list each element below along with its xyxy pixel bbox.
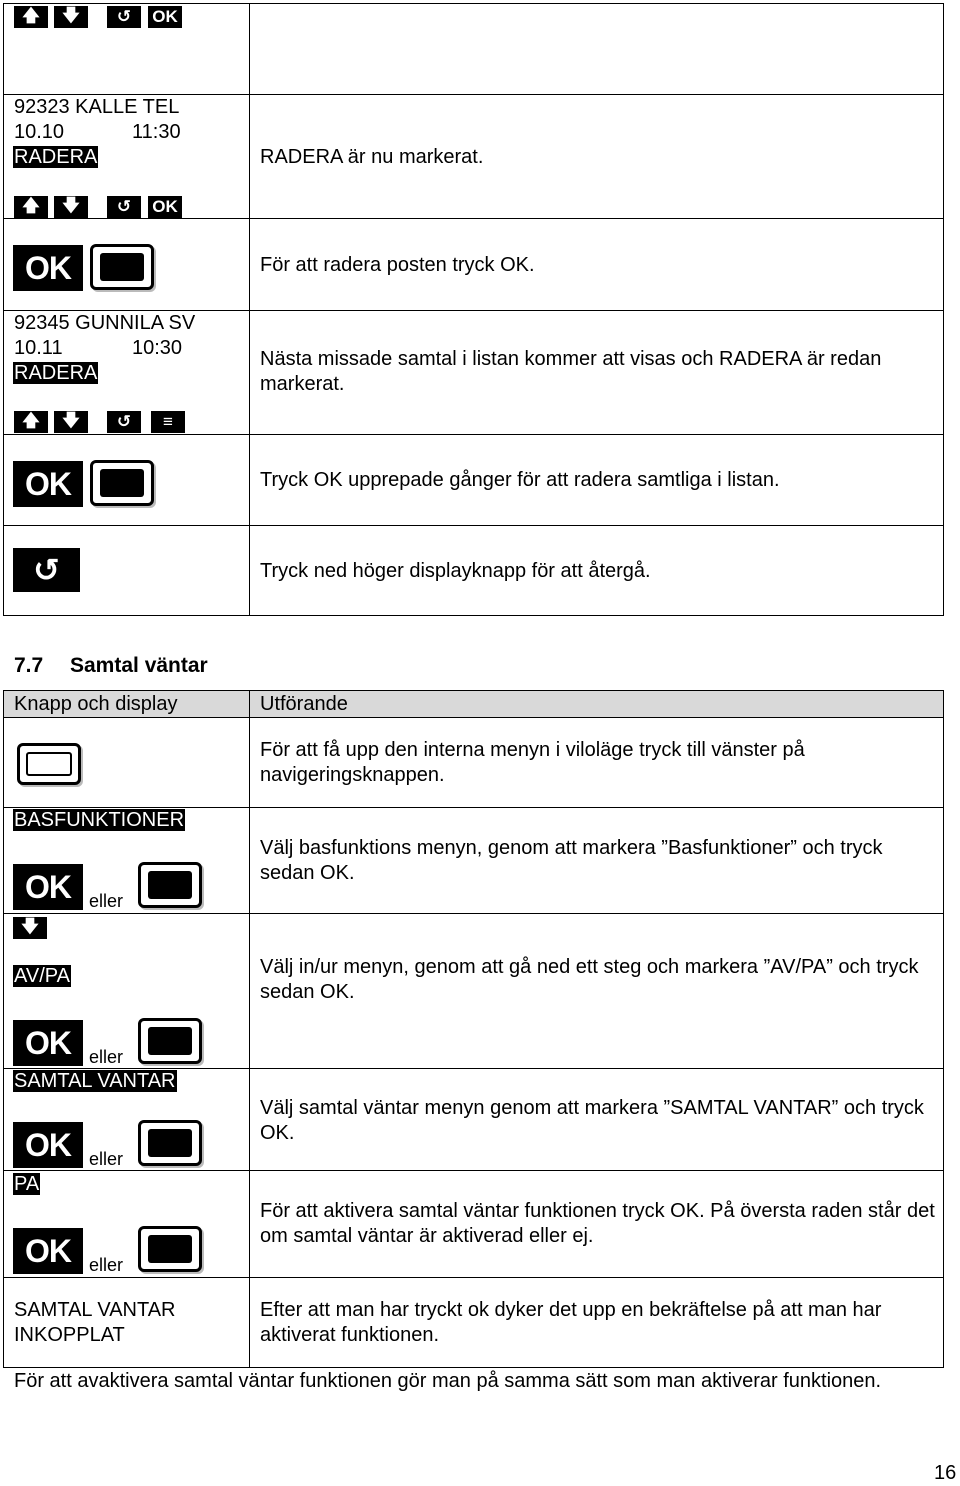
down-arrow-key[interactable] — [54, 411, 88, 433]
back-key[interactable] — [107, 6, 141, 28]
up-arrow-icon: 🡅 — [22, 5, 40, 25]
entry-name: 92323 KALLE TEL — [14, 96, 180, 118]
column-header-procedure: Utförande — [260, 693, 348, 715]
back-icon: ↺ — [33, 552, 60, 588]
or-label: eller — [89, 891, 124, 911]
confirmation-display-line1: SAMTAL VANTAR — [14, 1299, 176, 1321]
section-title: Samtal väntar — [70, 654, 208, 677]
back-button[interactable] — [13, 548, 80, 592]
back-key[interactable] — [107, 411, 141, 433]
down-arrow-icon: 🡇 — [62, 195, 80, 215]
or-label: eller — [89, 1255, 124, 1275]
ok-label: OK — [25, 868, 71, 905]
instruction-text: För att radera posten tryck OK. — [260, 254, 535, 276]
ok-label: OK — [25, 1232, 71, 1269]
display-key-icon[interactable] — [90, 460, 154, 506]
up-arrow-icon: 🡅 — [22, 410, 40, 430]
entry-time: 10:30 — [132, 337, 183, 359]
down-arrow-key[interactable] — [54, 6, 88, 28]
up-arrow-key[interactable] — [14, 196, 48, 218]
display-key-icon[interactable] — [138, 862, 202, 908]
or-label: eller — [89, 1149, 124, 1169]
section-number: 7.7 — [14, 654, 44, 677]
ok-label: OK — [25, 1024, 71, 1061]
menu-icon: ≡ — [163, 412, 173, 431]
selected-option: RADERA — [14, 146, 98, 168]
back-icon: ↺ — [116, 7, 132, 26]
menu-softkey[interactable] — [151, 411, 185, 433]
down-arrow-key[interactable] — [54, 196, 88, 218]
ok-label: OK — [152, 7, 178, 26]
display-menu-label: SAMTAL VANTAR — [14, 1070, 176, 1092]
back-icon: ↺ — [116, 197, 132, 216]
display-menu-label: BASFUNKTIONER — [14, 809, 185, 831]
instruction-text: Nästa missade samtal i listan kommer att visas och RADERA är redan markerat. — [260, 348, 882, 395]
down-arrow-icon: 🡇 — [62, 410, 80, 430]
display-key-icon[interactable] — [90, 244, 154, 290]
display-key-icon[interactable] — [138, 1226, 202, 1272]
down-arrow-icon: 🡇 — [62, 5, 80, 25]
selected-option: RADERA — [14, 362, 98, 384]
entry-date: 10.10 — [14, 121, 65, 143]
ok-softkey[interactable] — [148, 6, 182, 28]
instruction-text: Tryck ned höger displayknapp för att återgå. — [260, 560, 651, 582]
ok-button[interactable] — [13, 864, 83, 910]
entry-time: 11:30 — [132, 121, 181, 143]
down-arrow-key[interactable] — [13, 917, 47, 939]
ok-button[interactable] — [13, 1228, 83, 1274]
display-key-icon[interactable] — [138, 1018, 202, 1064]
entry-name: 92345 GUNNILA SV — [14, 312, 196, 334]
back-icon: ↺ — [116, 412, 132, 431]
page-number: 16 — [934, 1462, 957, 1484]
ok-button[interactable] — [13, 1020, 83, 1066]
instruction-text: För att aktivera samtal väntar funktionen tryck OK. På översta raden står det om samtal väntar är aktiverad eller ej. — [260, 1200, 935, 1247]
instruction-text: Välj basfunktions menyn, genom att markera ”Basfunktioner” och tryck sedan OK. — [260, 837, 883, 884]
ok-label: OK — [25, 249, 71, 286]
back-key[interactable] — [107, 196, 141, 218]
up-arrow-icon: 🡅 — [22, 195, 40, 215]
instruction-text: Välj in/ur menyn, genom att gå ned ett steg och markera ”AV/PA” och tryck sedan OK. — [260, 956, 919, 1003]
down-arrow-icon: 🡇 — [21, 916, 39, 936]
ok-button[interactable] — [13, 1122, 83, 1168]
up-arrow-key[interactable] — [14, 411, 48, 433]
entry-date: 10.11 — [14, 337, 63, 359]
confirmation-display-line2: INKOPPLAT — [14, 1324, 125, 1346]
ok-button[interactable] — [13, 245, 83, 291]
display-key-icon[interactable] — [138, 1120, 202, 1166]
or-label: eller — [89, 1047, 124, 1067]
instruction-text: RADERA är nu markerat. — [260, 146, 484, 168]
display-menu-label: PA — [14, 1173, 40, 1195]
ok-label: OK — [25, 465, 71, 502]
column-header-keys: Knapp och display — [14, 693, 178, 715]
ok-softkey[interactable] — [148, 196, 182, 218]
instruction-text: För att få upp den interna menyn i viloläge tryck till vänster på navigeringsknappen. — [260, 739, 805, 786]
instruction-text: Tryck OK upprepade gånger för att radera samtliga i listan. — [260, 469, 780, 491]
instruction-text: Efter att man har tryckt ok dyker det upp en bekräftelse på att man har aktiverat funktionen. — [260, 1299, 882, 1346]
display-menu-label: AV/PA — [14, 965, 70, 987]
instruction-text: Välj samtal väntar menyn genom att markera ”SAMTAL VANTAR” och tryck OK. — [260, 1097, 924, 1144]
ok-button[interactable] — [13, 461, 83, 507]
ok-label: OK — [25, 1126, 71, 1163]
up-arrow-key[interactable] — [14, 6, 48, 28]
navigation-key-icon[interactable] — [17, 743, 81, 785]
footer-note: För att avaktivera samtal väntar funktionen gör man på samma sätt som man aktiverar funktionen. — [14, 1370, 882, 1392]
ok-label: OK — [152, 197, 178, 216]
